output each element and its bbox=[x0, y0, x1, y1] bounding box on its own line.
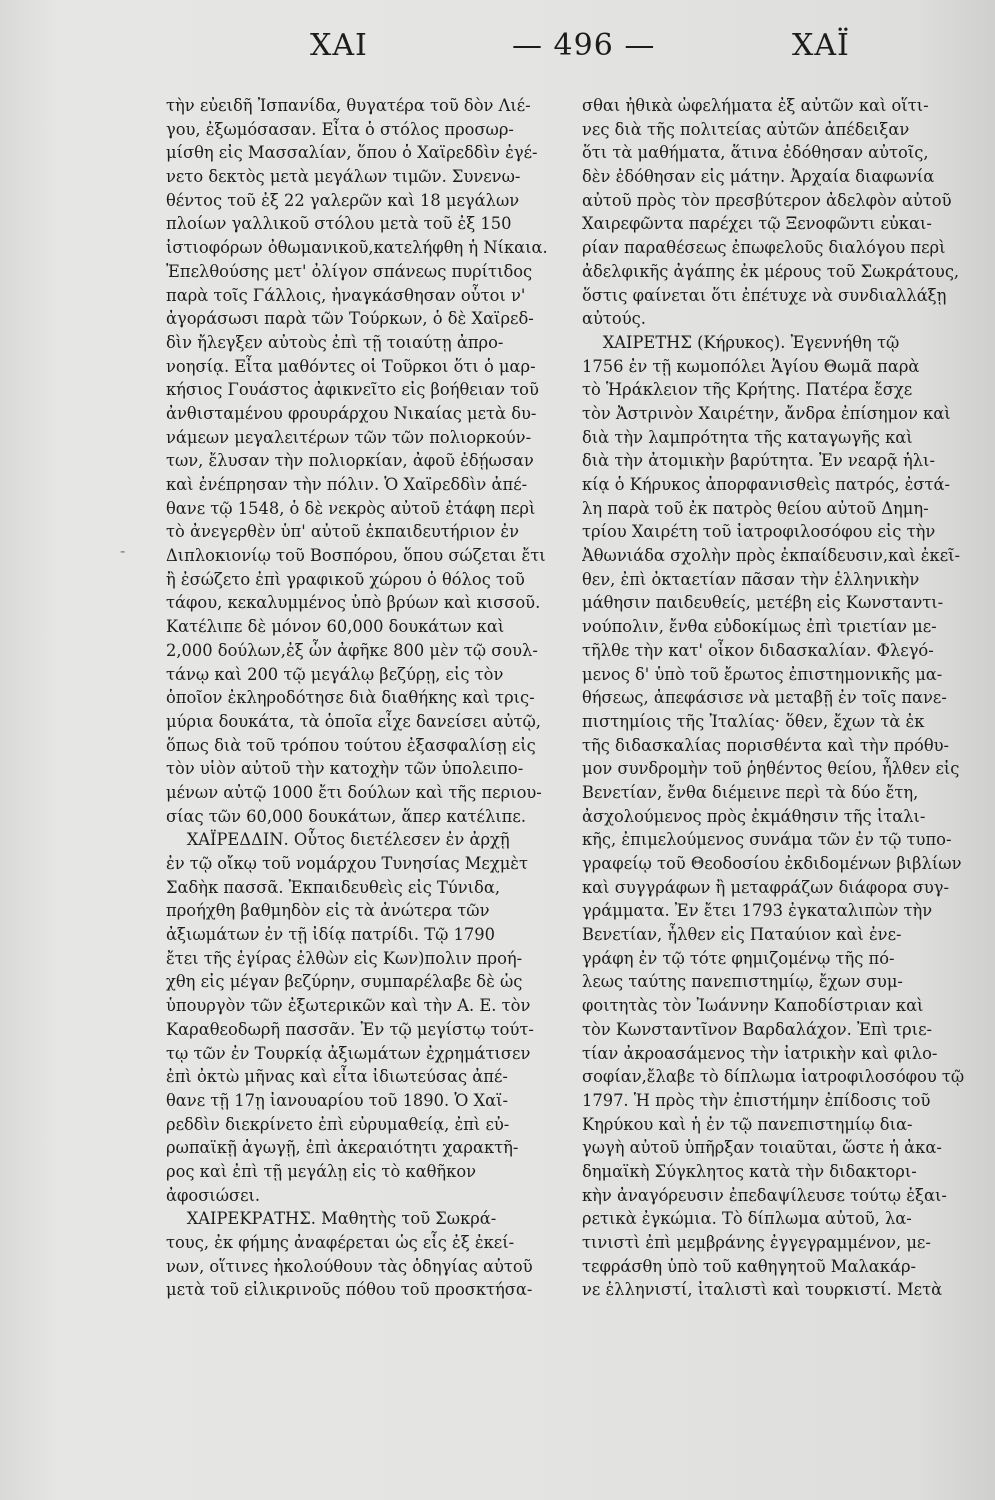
text-line: τὸ ἀνεγερθὲν ὑπ' αὐτοῦ ἐκπαιδευτήριον ἐν bbox=[166, 522, 520, 542]
text-line: τάφου, κεκαλυμμένος ὑπὸ βρύων καὶ κισσοῦ. bbox=[166, 593, 541, 613]
text-line: γωγὴ αὐτοῦ ὑπῆρξαν τοιαῦται, ὥστε ἡ ἀκα- bbox=[582, 1138, 942, 1158]
text-line: νων, οἵτινες ἠκολούθουν τὰς ὁδηγίας αὐτοῦ bbox=[166, 1256, 533, 1276]
text-line: χθη εἰς μέγαν βεζύρην, συμπαρέλαβε δὲ ὡς bbox=[166, 972, 523, 992]
text-line: ρος καὶ ἐπὶ τῇ μεγάλῃ εἰς τὸ καθῆκον bbox=[166, 1161, 477, 1181]
text-line: ἀσχολούμενος πρὸς ἐκμάθησιν τῆς ἰταλι- bbox=[582, 806, 926, 826]
text-line: ΧΑΪΡΕΔΔΙΝ. Οὗτος διετέλεσεν ἐν ἀρχῇ bbox=[166, 830, 510, 850]
text-line: θεν, ἐπὶ ὀκταετίαν πᾶσαν τὴν ἑλληνικὴν bbox=[582, 569, 920, 589]
text-line: ἐν τῷ οἴκῳ τοῦ νομάρχου Τυνησίας Μεχμὲτ bbox=[166, 854, 529, 873]
margin-mark: - bbox=[120, 541, 126, 560]
text-line: δὶν ἤλεγξεν αὐτοὺς ἐπὶ τῇ τοιαύτῃ ἀπρο- bbox=[166, 332, 504, 352]
text-line: λη παρὰ τοῦ ἐκ πατρὸς θείου αὐτοῦ Δημη- bbox=[582, 498, 929, 518]
text-line: ρεδδὶν διεκρίνετο ἐπὶ εὐρυμαθείᾳ, ἐπὶ εὐ- bbox=[166, 1114, 510, 1134]
text-line: λεως ταύτης πανεπιστημίῳ, ἔχων συμ- bbox=[582, 972, 903, 992]
text-line: νοησίᾳ. Εἶτα μαθόντες οἱ Τοῦρκοι ὅτι ὁ μαρ- bbox=[166, 356, 536, 376]
text-line: Διπλοκιονίῳ τοῦ Βοσπόρου, ὅπου σώζεται ἔτι bbox=[166, 546, 546, 566]
text-line: τῳ τῶν ἐν Τουρκίᾳ ἀξιωμάτων ἐχρημάτισεν bbox=[166, 1043, 531, 1063]
text-line: Βενετίαν, ἔνθα διέμεινε περὶ τὰ δύο ἔτη, bbox=[582, 782, 919, 802]
text-line: κήσιος Γουάστος ἀφικνεῖτο εἰς βοήθειαν τοῦ bbox=[166, 380, 539, 400]
text-line: διὰ τὴν ἀτομικὴν βαρύτητα. Ἐν νεαρᾷ ἡλι- bbox=[582, 451, 935, 471]
text-line: φοιτητὰς τὸν Ἰωάννην Καποδίστριαν καὶ bbox=[582, 996, 924, 1016]
text-line: μίσθη εἰς Μασσαλίαν, ὅπου ὁ Χαϊρεδδὶν ἐγέ- bbox=[166, 143, 538, 163]
text-line: ἀξιωμάτων ἐν τῇ ἰδίᾳ πατρίδι. Τῷ 1790 bbox=[166, 925, 495, 945]
text-line: τεφράσθη ὑπὸ τοῦ καθηγητοῦ Μαλακάρ- bbox=[582, 1256, 917, 1276]
text-line: αὐτούς. bbox=[582, 309, 646, 329]
text-line: γου, ἐξωμόσασαν. Εἶτα ὁ στόλος προσωρ- bbox=[166, 119, 514, 139]
header-right: ΧΑΪ bbox=[792, 28, 850, 63]
text-line: νάμεων μεγαλειτέρων τῶν τῶν πολιορκούν- bbox=[166, 427, 532, 447]
text-line: 1797. Ἡ πρὸς τὴν ἐπιστήμην ἐπίδοσις τοῦ bbox=[582, 1090, 931, 1110]
text-line: προήχθη βαθμηδὸν εἰς τὰ ἀνώτερα τῶν bbox=[166, 901, 490, 921]
text-line: ἀνθισταμένου φρουράρχου Νικαίας μετὰ δυ- bbox=[166, 403, 537, 423]
text-line: νες διὰ τῆς πολιτείας αὐτῶν ἀπέδειξαν bbox=[582, 119, 910, 139]
text-line: διὰ τὴν λαμπρότητα τῆς καταγωγῆς καὶ bbox=[582, 427, 913, 447]
text-line: τίαν ἀκροασάμενος τὴν ἰατρικὴν καὶ φιλο- bbox=[582, 1043, 938, 1063]
text-line: σοφίαν,ἔλαβε τὸ δίπλωμα ἰατροφιλοσόφου τῷ bbox=[582, 1067, 965, 1087]
text-line: θήσεως, ἀπεφάσισε νὰ μεταβῇ ἐν τοῖς πανε- bbox=[582, 688, 947, 708]
text-line: τρίου Χαιρέτη τοῦ ἰατροφιλοσόφου εἰς τὴν bbox=[582, 522, 936, 542]
text-line: των, ἔλυσαν τὴν πολιορκίαν, ἀφοῦ ἐδῄωσαν bbox=[166, 451, 534, 471]
text-line: μάθησιν παιδευθείς, μετέβη εἰς Κωνσταντι- bbox=[582, 593, 944, 613]
text-line: τὸ Ἡράκλειον τῆς Κρήτης. Πατέρα ἔσχε bbox=[582, 380, 913, 400]
text-line: Ἀθωνιάδα σχολὴν πρὸς ἐκπαίδευσιν,καὶ ἐκεῖ- bbox=[582, 546, 961, 566]
text-line: γραφείῳ τοῦ Θεοδοσίου ἐκδιδομένων βιβλίων bbox=[582, 854, 962, 873]
text-line: πλοίων γαλλικοῦ στόλου μετὰ τοῦ ἐξ 150 bbox=[166, 214, 512, 234]
text-line: τινιστὶ ἐπὶ μεμβράνης ἐγγεγραμμένον, με- bbox=[582, 1233, 931, 1252]
page-number: — 496 — bbox=[512, 28, 656, 63]
header-left: ΧΑΙ bbox=[310, 28, 368, 63]
text-line: αὐτοῦ πρὸς τὸν πρεσβύτερον ἀδελφὸν αὐτοῦ bbox=[582, 190, 952, 210]
running-header bbox=[0, 28, 995, 78]
text-line: ὅστις φαίνεται ὅτι ἐπέτυχε νὰ συνδιαλλάξῃ bbox=[582, 285, 947, 305]
text-line: μετὰ τοῦ εἰλικρινοῦς πόθου τοῦ προσκτήσα- bbox=[166, 1280, 533, 1300]
text-line: κῆς, ἐπιμελούμενος συνάμα τῶν ἐν τῷ τυπο- bbox=[582, 830, 952, 850]
text-line: ἔτει τῆς ἐγίρας ἐλθὼν εἰς Κων)πολιν προή- bbox=[166, 948, 523, 968]
text-line: Καραθεοδωρῆ πασσᾶν. Ἐν τῷ μεγίστῳ τούτ- bbox=[166, 1019, 534, 1039]
text-line: τὸν Κωνσταντῖνον Βαρδαλάχον. Ἐπὶ τριε- bbox=[582, 1019, 932, 1039]
text-line: κὴν ἀναγόρευσιν ἐπεδαψίλευσε τούτῳ ἐξαι- bbox=[582, 1185, 947, 1205]
text-line: Βενετίαν, ἦλθεν εἰς Παταύιον καὶ ἐνε- bbox=[582, 925, 902, 945]
left-column bbox=[166, 94, 571, 1302]
text-line: σίας τῶν 60,000 δουκάτων, ἅπερ κατέλιπε. bbox=[166, 806, 526, 826]
text-line: ἢ ἐσώζετο ἐπὶ γραφικοῦ χώρου ὁ θόλος τοῦ bbox=[166, 569, 525, 589]
text-line: πιστημίοις τῆς Ἰταλίας· ὅθεν, ἔχων τὰ ἐκ bbox=[582, 711, 925, 731]
text-line: γράμματα. Ἐν ἔτει 1793 ἐγκαταλιπὼν τὴν bbox=[582, 901, 933, 921]
text-line: ὑπουργὸν τῶν ἐξωτερικῶν καὶ τὴν Α. Ε. τὸν bbox=[166, 996, 531, 1016]
text-line: τους, ἐκ φήμης ἀναφέρεται ὡς εἷς ἐξ ἐκεί- bbox=[166, 1233, 515, 1252]
text-line: ἐπὶ ὀκτὼ μῆνας καὶ εἶτα ἰδιωτεύσας ἀπέ- bbox=[166, 1067, 508, 1087]
text-line: Κατέλιπε δὲ μόνον 60,000 δουκάτων καὶ bbox=[166, 617, 505, 637]
text-line: θέντος τοῦ ἐξ 22 γαλερῶν καὶ 18 μεγάλων bbox=[166, 190, 520, 210]
text-line: θανε τῷ 1548, ὁ δὲ νεκρὸς αὐτοῦ ἐτάφη περὶ bbox=[166, 498, 536, 518]
text-line: νε ἑλληνιστί, ἰταλιστὶ καὶ τουρκιστί. Μετὰ bbox=[582, 1280, 943, 1300]
text-line: τῆλθε τὴν κατ' οἶκον διδασκαλίαν. Φλεγό- bbox=[582, 640, 934, 660]
text-line: Ἐπελθούσης μετ' ὀλίγον σπάνεως πυρίτιδος bbox=[166, 261, 533, 281]
text-line: γράφη ἐν τῷ τότε φημιζομένῳ τῆς πό- bbox=[582, 948, 895, 968]
text-line: ὅτι τὰ μαθήματα, ἅτινα ἐδόθησαν αὐτοῖς, bbox=[582, 143, 929, 163]
text-line: τὸν Ἀστρινὸν Χαιρέτην, ἄνδρα ἐπίσημον καὶ bbox=[582, 403, 951, 423]
text-line: δὲν ἐδόθησαν εἰς μάτην. Ἀρχαία διαφωνία bbox=[582, 167, 935, 187]
text-line: ΧΑΙΡΕΤΗΣ (Κήρυκος). Ἐγεννήθη τῷ bbox=[582, 332, 900, 352]
right-column bbox=[582, 94, 992, 1302]
text-line: ὁποῖον ἐκληροδότησε διὰ διαθήκης καὶ τρις- bbox=[166, 688, 535, 708]
text-line: παρὰ τοῖς Γάλλοις, ἠναγκάσθησαν οὗτοι ν' bbox=[166, 285, 526, 305]
text-line: μενος δ' ὑπὸ τοῦ ἔρωτος ἐπιστημονικῆς μα- bbox=[582, 664, 943, 684]
text-line: τῆς διδασκαλίας πορισθέντα καὶ τὴν πρόθυ- bbox=[582, 735, 950, 755]
text-line: τὴν εὐειδῆ Ἰσπανίδα, θυγατέρα τοῦ δὸν Λιέ- bbox=[166, 96, 531, 115]
text-line: καὶ ἐνέπρησαν τὴν πόλιν. Ὁ Χαϊρεδδὶν ἀπέ- bbox=[166, 475, 528, 494]
text-line: ἀδελφικῆς ἀγάπης ἐκ μέρους τοῦ Σωκράτους, bbox=[582, 261, 960, 281]
text-line: ἀφοσιώσει. bbox=[166, 1185, 261, 1205]
text-line: μον συνδρομὴν τοῦ ῥηθέντος θείου, ἦλθεν εἰς bbox=[582, 759, 960, 779]
text-line: δημαϊκὴ Σύγκλητος κατὰ τὴν διδακτορι- bbox=[582, 1161, 917, 1181]
text-line: Σαδὴκ πασσᾶ. Ἐκπαιδευθεὶς εἰς Τύνιδα, bbox=[166, 877, 500, 897]
text-line: ἱστιοφόρων ὀθωμανικοῦ,κατελήφθη ἡ Νίκαια. bbox=[166, 238, 548, 258]
text-line: 2,000 δούλων,ἐξ ὧν ἀφῆκε 800 μὲν τῷ σουλ- bbox=[166, 640, 538, 660]
text-line: ΧΑΙΡΕΚΡΑΤΗΣ. Μαθητὴς τοῦ Σωκρά- bbox=[166, 1209, 497, 1229]
text-line: ρίαν παραθέσεως ἐπωφελοῦς διαλόγου περὶ bbox=[582, 238, 946, 258]
text-line: τάνῳ καὶ 200 τῷ μεγάλῳ βεζύρῃ, εἰς τὸν bbox=[166, 664, 504, 684]
text-line: ὅπως διὰ τοῦ τρόπου τούτου ἐξασφαλίσῃ εἰς bbox=[166, 735, 536, 755]
text-line: ρετικὰ ἐγκώμια. Τὸ δίπλωμα αὐτοῦ, λα- bbox=[582, 1209, 912, 1229]
text-line: ρωπαϊκῇ ἀγωγῇ, ἐπὶ ἀκεραιότητι χαρακτῆ- bbox=[166, 1138, 519, 1158]
text-line: ἀγοράσωσι παρὰ τῶν Τούρκων, ὁ δὲ Χαϊρεδ- bbox=[166, 309, 534, 329]
text-line: σθαι ἠθικὰ ὠφελήματα ἐξ αὐτῶν καὶ οἵτι- bbox=[582, 96, 929, 115]
text-line: 1756 ἐν τῇ κωμοπόλει Ἁγίου Θωμᾶ παρὰ bbox=[582, 356, 920, 376]
text-line: μύρια δουκάτα, τὰ ὁποῖα εἶχε δανείσει αὐτῷ, bbox=[166, 711, 541, 731]
text-line: Χαιρεφῶντα παρέχει τῷ Ξενοφῶντι εὐκαι- bbox=[582, 214, 932, 234]
text-line: τὸν υἱὸν αὐτοῦ τὴν κατοχὴν τῶν ὑπολειπο- bbox=[166, 759, 524, 779]
text-line: νούπολιν, ἔνθα εὐδοκίμως ἐπὶ τριετίαν με- bbox=[582, 617, 937, 637]
text-line: νετο δεκτὸς μετὰ μεγάλων τιμῶν. Συνενω- bbox=[166, 167, 521, 187]
text-line: Κηρύκου καὶ ἡ ἐν τῷ πανεπιστημίῳ δια- bbox=[582, 1114, 913, 1134]
text-line: μένων αὐτῷ 1000 ἔτι δούλων καὶ τῆς περιου- bbox=[166, 782, 542, 802]
text-line: κίᾳ ὁ Κήρυκος ἀπορφανισθεὶς πατρός, ἐστά- bbox=[582, 475, 951, 494]
text-line: θανε τῇ 17ῃ ἰανουαρίου τοῦ 1890. Ὁ Χαϊ- bbox=[166, 1090, 508, 1110]
text-line: καὶ συγγράφων ἢ μεταφράζων διάφορα συγ- bbox=[582, 877, 949, 897]
